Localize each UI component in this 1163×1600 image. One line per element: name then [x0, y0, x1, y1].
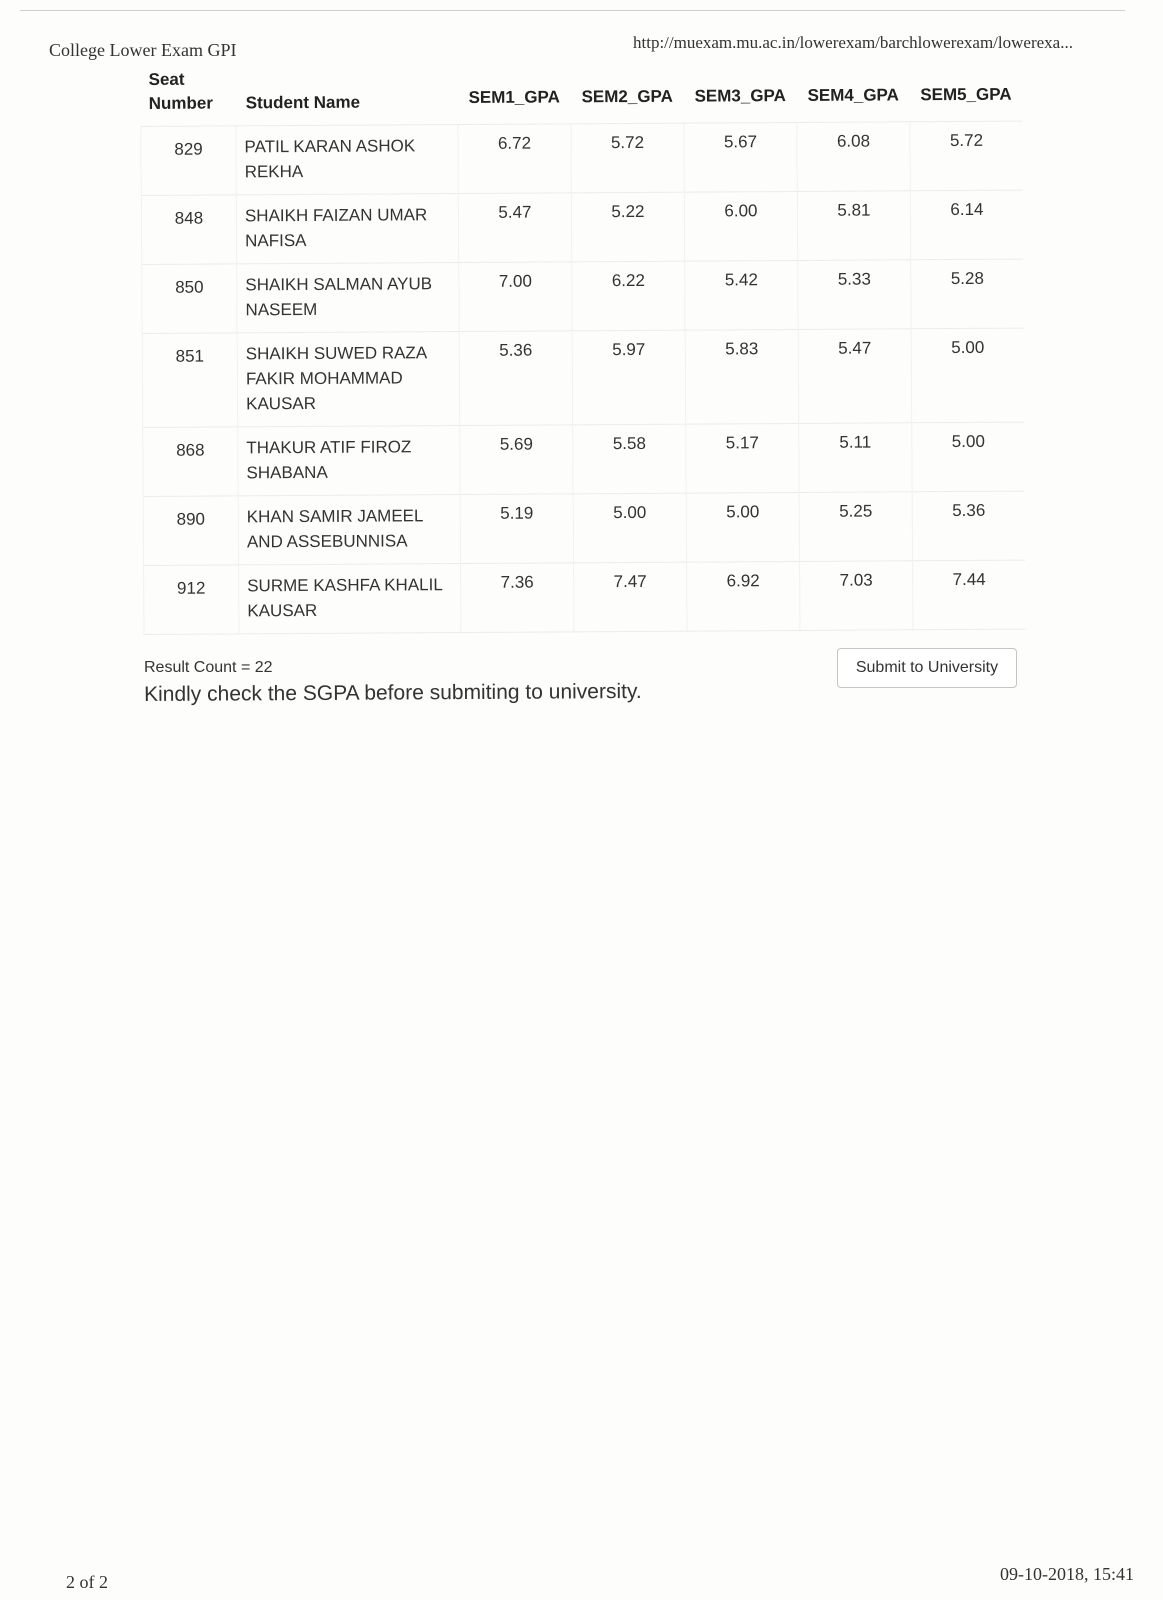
- sem3-gpa: 5.67: [684, 122, 797, 192]
- top-rule: [20, 10, 1125, 11]
- sem5-gpa: 5.72: [910, 121, 1023, 191]
- sem1-gpa: 7.36: [461, 563, 574, 633]
- sem5-gpa: 5.00: [912, 422, 1025, 492]
- sem4-gpa: 5.33: [798, 260, 911, 330]
- print-footer-page-number: 2 of 2: [66, 1572, 108, 1592]
- sem2-gpa: 6.22: [572, 261, 685, 331]
- sem1-gpa: 5.47: [458, 193, 571, 263]
- sem3-gpa: 5.42: [685, 260, 798, 330]
- seat-number: 868: [143, 427, 238, 497]
- header-sem2-gpa: SEM2_GPA: [581, 86, 673, 107]
- sem1-gpa: 5.69: [460, 425, 573, 495]
- print-header-title: College Lower Exam GPI: [49, 40, 237, 60]
- table-row: [142, 328, 1024, 427]
- sem5-gpa: 7.44: [913, 560, 1026, 630]
- student-name: PATIL KARAN ASHOK REKHA: [236, 125, 458, 195]
- seat-number: 829: [141, 126, 236, 196]
- student-name: SHAIKH FAIZAN UMAR NAFISA: [236, 194, 458, 264]
- sem4-gpa: 5.25: [799, 492, 912, 562]
- sem5-gpa: 5.36: [912, 491, 1025, 561]
- sem4-gpa: 5.11: [799, 423, 912, 493]
- table-row: [142, 259, 1024, 333]
- submit-to-university-button[interactable]: Submit to University: [837, 648, 1017, 688]
- header-sem4-gpa: SEM4_GPA: [807, 85, 899, 105]
- sem2-gpa: 5.00: [573, 493, 686, 563]
- header-sem5-gpa: SEM5_GPA: [920, 84, 1012, 105]
- sem3-gpa: 5.83: [685, 329, 799, 424]
- print-header-url: http://muexam.mu.ac.in/lowerexam/barchlowerexam/lowerexa...: [633, 33, 1073, 52]
- sem3-gpa: 6.92: [687, 561, 800, 631]
- student-name: SURME KASHFA KHALIL KAUSAR: [239, 564, 461, 634]
- header-student-name: Student Name: [245, 92, 361, 113]
- header-sem1-gpa: SEM1_GPA: [468, 87, 560, 107]
- sem4-gpa: 7.03: [800, 561, 913, 631]
- print-footer-datetime: 09-10-2018, 15:41: [1000, 1564, 1134, 1584]
- sem3-gpa: 5.17: [686, 423, 799, 493]
- header-sem3-gpa: SEM3_GPA: [694, 86, 786, 106]
- seat-number: 848: [141, 195, 236, 265]
- results-table: [140, 59, 1025, 635]
- sem2-gpa: 5.22: [571, 192, 684, 262]
- header-seat-number: Seat Number: [148, 69, 214, 113]
- seat-number: 850: [142, 264, 237, 334]
- sem4-gpa: 6.08: [797, 122, 910, 192]
- sem3-gpa: 6.00: [684, 191, 797, 261]
- sem5-gpa: 5.28: [911, 259, 1024, 329]
- table-row: [143, 422, 1025, 496]
- sem1-gpa: 7.00: [459, 262, 572, 332]
- sem2-gpa: 5.58: [573, 424, 686, 494]
- sem2-gpa: 5.72: [571, 123, 684, 193]
- table-header-row: [140, 59, 1022, 127]
- student-name: SHAIKH SUWED RAZA FAKIR MOHAMMAD KAUSAR: [237, 332, 460, 427]
- sem1-gpa: 6.72: [458, 124, 571, 194]
- sem1-gpa: 5.19: [460, 494, 573, 564]
- sem5-gpa: 5.00: [911, 328, 1024, 423]
- table-row: [144, 560, 1026, 634]
- sem2-gpa: 7.47: [574, 562, 687, 632]
- student-name: THAKUR ATIF FIROZ SHABANA: [238, 426, 460, 496]
- result-count: Result Count = 22: [144, 659, 273, 676]
- sem5-gpa: 6.14: [910, 190, 1023, 260]
- seat-number: 851: [142, 333, 238, 428]
- table-row: [143, 491, 1025, 565]
- table-row: [141, 121, 1023, 195]
- table-row: [141, 190, 1023, 264]
- student-name: SHAIKH SALMAN AYUB NASEEM: [237, 263, 459, 333]
- student-name: KHAN SAMIR JAMEEL AND ASSEBUNNISA: [238, 495, 460, 565]
- sem4-gpa: 5.81: [797, 191, 910, 261]
- sem1-gpa: 5.36: [459, 331, 573, 426]
- sem2-gpa: 5.97: [572, 330, 686, 425]
- sem3-gpa: 5.00: [686, 492, 799, 562]
- seat-number: 890: [143, 496, 238, 566]
- seat-number: 912: [144, 565, 239, 635]
- sgpa-notice: Kindly check the SGPA before submiting to university.: [144, 679, 642, 706]
- sem4-gpa: 5.47: [798, 329, 912, 424]
